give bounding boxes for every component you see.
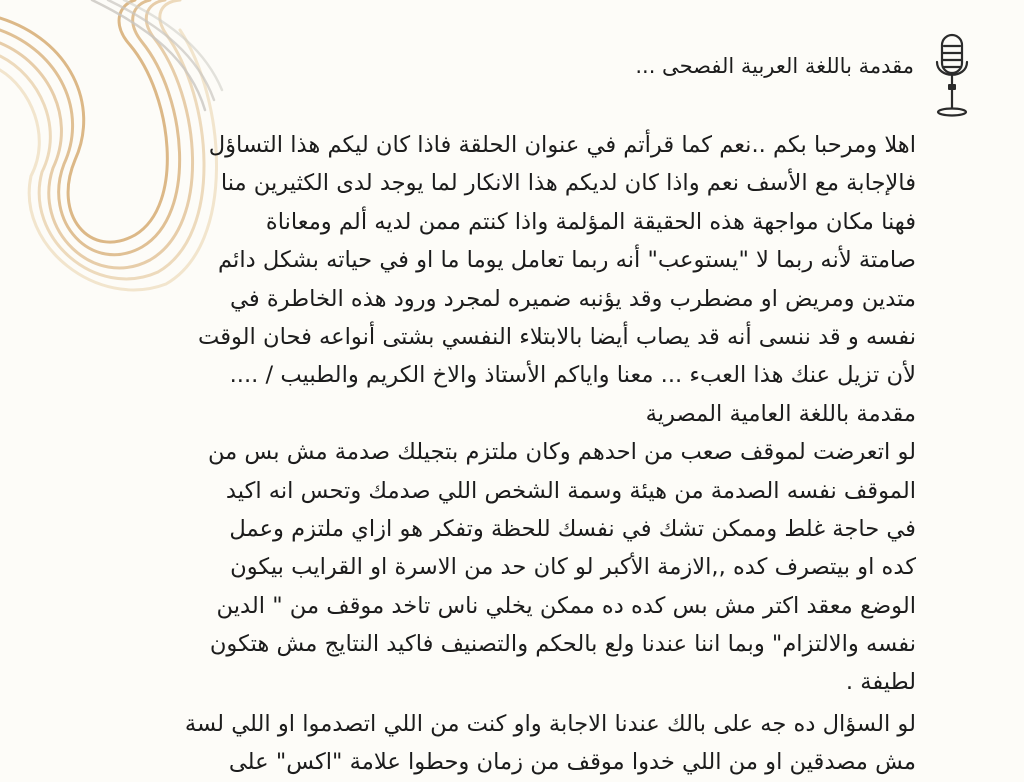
text-line: اهلا ومرحبا بكم ..نعم كما قرأتم في عنوان الحلقة فاذا كان ليكم هذا التساؤل — [208, 132, 916, 158]
page-title: مقدمة باللغة العربية الفصحى ... — [635, 54, 914, 78]
text-line: صامتة لأنه ربما لا "يستوعب" أنه ربما تعامل يوما ما او في حياته بشكل دائم — [218, 247, 916, 274]
text-line: نفسه و قد ننسى أنه قد يصاب أيضا بالابتلاء النفسي بشتى أنواعه فحان الوقت — [198, 323, 916, 350]
text-line: لو السؤال ده جه على بالك عندنا الاجابة واو كنت من اللي اتصدموا او اللي لسة — [184, 710, 916, 737]
text-line: لأن تزيل عنك هذا العبء ... معنا واياكم الأستاذ والاخ الكريم والطبيب / .... — [229, 362, 916, 389]
text-line: متدين ومريض او مضطرب وقد يؤنبه ضميره لمجرد ورود هذه الخاطرة في — [230, 285, 916, 312]
text-line: الوضع معقد اكتر مش بس كده ده ممكن يخلي ناس تاخد موقف من " الدين — [216, 592, 916, 619]
microphone-icon — [932, 32, 972, 118]
text-line: لو اتعرضت لموقف صعب من احدهم وكان ملتزم بتجيلك صدمة مش بس من — [207, 439, 916, 466]
text-line: مش مصدقين او من اللي خدوا موقف من زمان وحطوا علامة "اكس" على — [228, 749, 916, 776]
text-line: فهنا مكان مواجهة هذه الحقيقة المؤلمة واذا كنتم ممن لديه ألم ومعاناة — [265, 208, 916, 235]
text-line: كده او بيتصرف كده ,,الازمة الأكبر لو كان حد من الاسرة او القرايب بيكون — [230, 554, 916, 581]
text-line: الموقف نفسه الصدمة من هيئة وسمة الشخص اللي صدمك وتحس انه اكيد — [225, 477, 916, 504]
text-line: فالإجابة مع الأسف نعم واذا كان لديكم هذا الانكار لما يوجد لدى الكثيرين منا — [220, 170, 916, 197]
text-line: نفسه والالتزام" وبما اننا عندنا ولع بالحكم والتصنيف فاكيد النتايج مش هتكون — [209, 631, 916, 658]
body-text — [60, 126, 916, 782]
section-heading: مقدمة باللغة العامية المصرية — [645, 400, 916, 427]
text-line: لطيفة . — [845, 669, 916, 696]
text-line: في حاجة غلط وممكن تشك في نفسك للحظة وتفكر هو ازاي ملتزم وعمل — [229, 515, 916, 542]
